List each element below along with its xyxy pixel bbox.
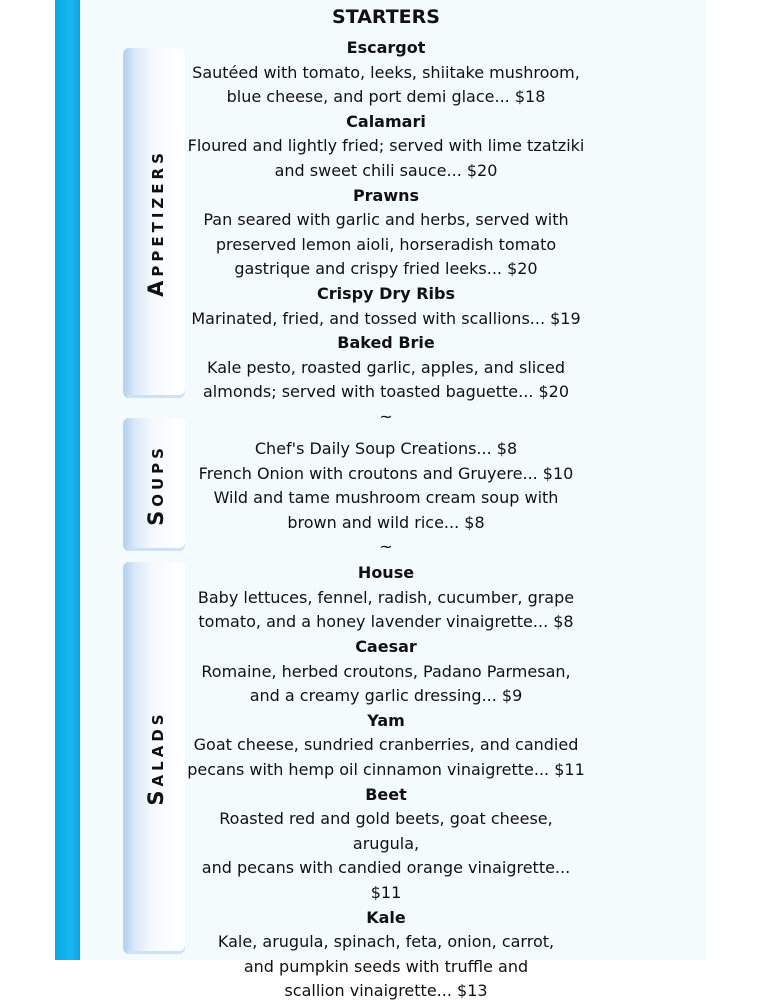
menu-item-description-line: tomato, and a honey lavender vinaigrette... $8 bbox=[198, 612, 574, 632]
menu-item-description-line: Goat cheese, sundried cranberries, and candied bbox=[193, 735, 579, 755]
menu-item-description-line: Kale pesto, roasted garlic, apples, and sliced bbox=[207, 357, 565, 377]
section-tab-appetizers bbox=[123, 48, 185, 398]
menu-item-description-line: Marinated, fried, and tossed with scallions... $19 bbox=[191, 308, 581, 328]
menu-item-description-line: Kale, arugula, spinach, feta, onion, carrot, bbox=[217, 932, 555, 952]
menu-content bbox=[186, 0, 586, 1004]
menu-item-name: Yam bbox=[367, 710, 405, 730]
menu-item bbox=[186, 331, 586, 405]
menu-item-name: Calamari bbox=[346, 111, 426, 131]
menu-item-description-line: and sweet chili sauce... $20 bbox=[274, 160, 498, 180]
salads-list bbox=[186, 561, 586, 1004]
menu-item-name: Baked Brie bbox=[337, 333, 435, 353]
menu-item bbox=[186, 709, 586, 783]
menu-item bbox=[186, 635, 586, 709]
separator: ~ bbox=[379, 537, 393, 557]
blue-accent-bar bbox=[55, 0, 80, 960]
menu-item bbox=[186, 36, 586, 110]
menu-item bbox=[186, 110, 586, 184]
menu-item-description-line: pecans with hemp oil cinnamon vinaigrette... $11 bbox=[187, 760, 585, 780]
menu-item-name: Crispy Dry Ribs bbox=[316, 283, 456, 303]
menu-header: STARTERS bbox=[332, 6, 440, 28]
menu-item-description-line: Baby lettuces, fennel, radish, cucumber, grape bbox=[197, 587, 575, 607]
soup-line: Chef's Daily Soup Creations... $8 bbox=[254, 438, 518, 458]
soup-line: French Onion with croutons and Gruyere... $10 bbox=[198, 463, 574, 483]
menu-item-name: Kale bbox=[366, 907, 406, 927]
menu-item bbox=[186, 783, 586, 906]
menu-item-description-line: and pecans with candied orange vinaigrette... $11 bbox=[201, 858, 571, 902]
menu-item-description-line: blue cheese, and port demi glace... $18 bbox=[226, 87, 546, 107]
menu-item-name: House bbox=[357, 563, 415, 583]
menu-item-description-line: almonds; served with toasted baguette... $20 bbox=[202, 382, 569, 402]
soup-line: brown and wild rice... $8 bbox=[287, 512, 485, 532]
section-label-soups: Soups bbox=[144, 443, 168, 526]
menu-item bbox=[186, 561, 586, 635]
soups-list bbox=[186, 437, 586, 535]
menu-item-name: Beet bbox=[365, 784, 407, 804]
appetizers-list bbox=[186, 36, 586, 405]
section-label-appetizers: Appetizers bbox=[144, 149, 168, 297]
menu-item-name: Caesar bbox=[355, 637, 417, 657]
menu-item bbox=[186, 184, 586, 282]
section-tab-salads bbox=[123, 562, 185, 954]
separator: ~ bbox=[379, 406, 393, 426]
menu-item-description-line: and pumpkin seeds with truffle and bbox=[243, 956, 529, 976]
menu-item-description-line: scallion vinaigrette... $13 bbox=[284, 981, 488, 1001]
menu-item-description-line: Roasted red and gold beets, goat cheese, arugula, bbox=[219, 809, 553, 853]
menu-item-description-line: preserved lemon aioli, horseradish tomato bbox=[215, 234, 557, 254]
section-tab-soups bbox=[123, 418, 185, 551]
menu-item bbox=[186, 282, 586, 331]
soup-line: Wild and tame mushroom cream soup with bbox=[213, 488, 559, 508]
menu-item-name: Prawns bbox=[352, 185, 420, 205]
menu-item bbox=[186, 906, 586, 1004]
menu-item-description-line: Sautéed with tomato, leeks, shiitake mushroom, bbox=[192, 62, 580, 82]
menu-item-description-line: Pan seared with garlic and herbs, served with bbox=[203, 210, 569, 230]
section-label-salads: Salads bbox=[144, 710, 168, 806]
menu-item-description-line: Floured and lightly fried; served with lime tzatziki bbox=[187, 136, 585, 156]
menu-item-description-line: Romaine, herbed croutons, Padano Parmesan, bbox=[201, 661, 571, 681]
menu-item-description-line: and a creamy garlic dressing... $9 bbox=[249, 686, 523, 706]
menu-item-description-line: gastrique and crispy fried leeks... $20 bbox=[234, 259, 538, 279]
menu-item-name: Escargot bbox=[346, 38, 426, 57]
